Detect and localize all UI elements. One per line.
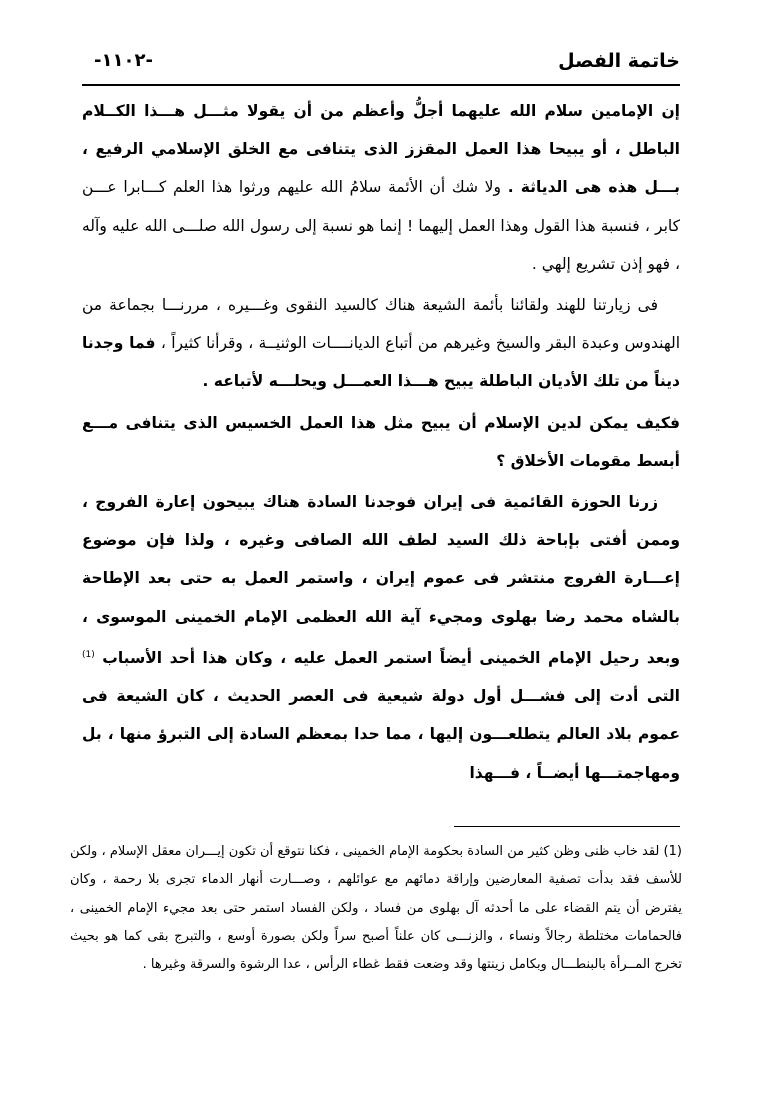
footnote-1: (1) لقد خاب ظنى وظن كثير من السادة بحكومة الإمام الخمينى ، فكنا نتوقع أن تكون إيـــران معقل الإسلام ، ولكن للأسف فقد بدأت تصفية المعارضين وإراقة دمائهم مع عوائلهم ، وصـــارت أنهار الدماء تجرى بلا رحمة ، وكان يفترض أن يتم القضاء على ما أحدثه آل بهلوى من فساد ، ولكن الفساد استمر حتى بعد مجيء الإمام الخمينى ، فالحمامات مختلطة رجالاً ونساء ، والزنـــى كان علناً أصبح سراً ولكن بصورة أوسع ، والتبرج بقى كما هو بحيث تخرج المــرأة بالبنطـــال وبكامل زينتها وقد وضعت فقط غطاء الرأس ، عدا الرشوة والسرقة وغيرها .	[70, 844, 682, 973]
chapter-title: خاتمة الفصل	[558, 50, 680, 72]
page-number: -١١٠٢-	[94, 50, 153, 71]
paragraph-1-normal-text: ولا شك أن الأئمة سلامُ الله عليهم ورثوا هذا العلم كـــابرا عـــن كابر ، فنسبة هذا القول وهذا العمل إليهما ! إنما هو نسبة إلى رسول الله صلـــى الله عليه وآله ، فهو إذن تشريع إلهي .	[82, 178, 680, 273]
main-text	[82, 92, 680, 792]
paragraph-1	[82, 92, 680, 283]
paragraph-4-text-end: التى أدت إلى فشـــل أول دولة شيعية فى العصر الحديث ، كان الشيعة فى عموم بلاد العالم يتطلعـــون إليها ، مما حدا بمعظم السادة إلى التبرؤ منها ، بل ومهاجمتـــها أيضــاً ، فـــهذا	[82, 687, 680, 782]
page-header	[82, 44, 680, 86]
paragraph-2-normal-text: فى زيارتنا للهند ولقائنا بأئمة الشيعة هناك كالسيد النقوى وغـــيره ، مررنـــا بجماعة من الهندوس وعبدة البقر والسيخ وغيرهم من أتباع الديانــــات الوثنيــة ، وقرأنا كثيراً ،	[82, 296, 681, 353]
paragraph-1-bold-text: إن الإمامين سلام الله عليهما أجلُّ وأعظم من أن يقولا مثـــل هـــذا الكــلام الباطل ، أو يبيحا هذا العمل المقزز الذى يتنافى مع الخلق الإسلامي الرفيع ، بـــل هذه هى الدياثة .	[82, 102, 680, 197]
footnotes	[70, 838, 682, 979]
paragraph-2	[82, 286, 680, 401]
footnote-reference: (1)	[82, 649, 95, 660]
paragraph-4	[82, 483, 680, 792]
paragraph-2-bold-text: فما وجدنا ديناً من تلك الأديان الباطلة يبيح هـــذا العمـــل ويحلـــه لأتباعه .	[82, 334, 680, 391]
footnote-divider	[454, 826, 680, 827]
paragraph-3: فكيف يمكن لدين الإسلام أن يبيح مثل هذا العمل الخسيس الذى يتنافى مـــع أبسط مقومات الأخلاق ؟	[82, 413, 680, 470]
paragraph-4-text-start: زرنا الحوزة القائمية فى إيران فوجدنا السادة هناك يبيحون إعارة الفروج ، وممن أفتى بإباحة ذلك السيد لطف الله الصافى وغيره ، ولذا فإن موضوع إعـــارة الفروج منتشر فى عموم إيران ، واستمر العمل به حتى بعد الإطاحة بالشاه محمد رضا بهلوى ومجيء آية الله العظمى الإمام الخمينى الموسوى ، وبعد رحيل الإمام الخمينى أيضاً استمر العمل عليه ، وكان هذا أحد الأسباب	[82, 493, 680, 667]
